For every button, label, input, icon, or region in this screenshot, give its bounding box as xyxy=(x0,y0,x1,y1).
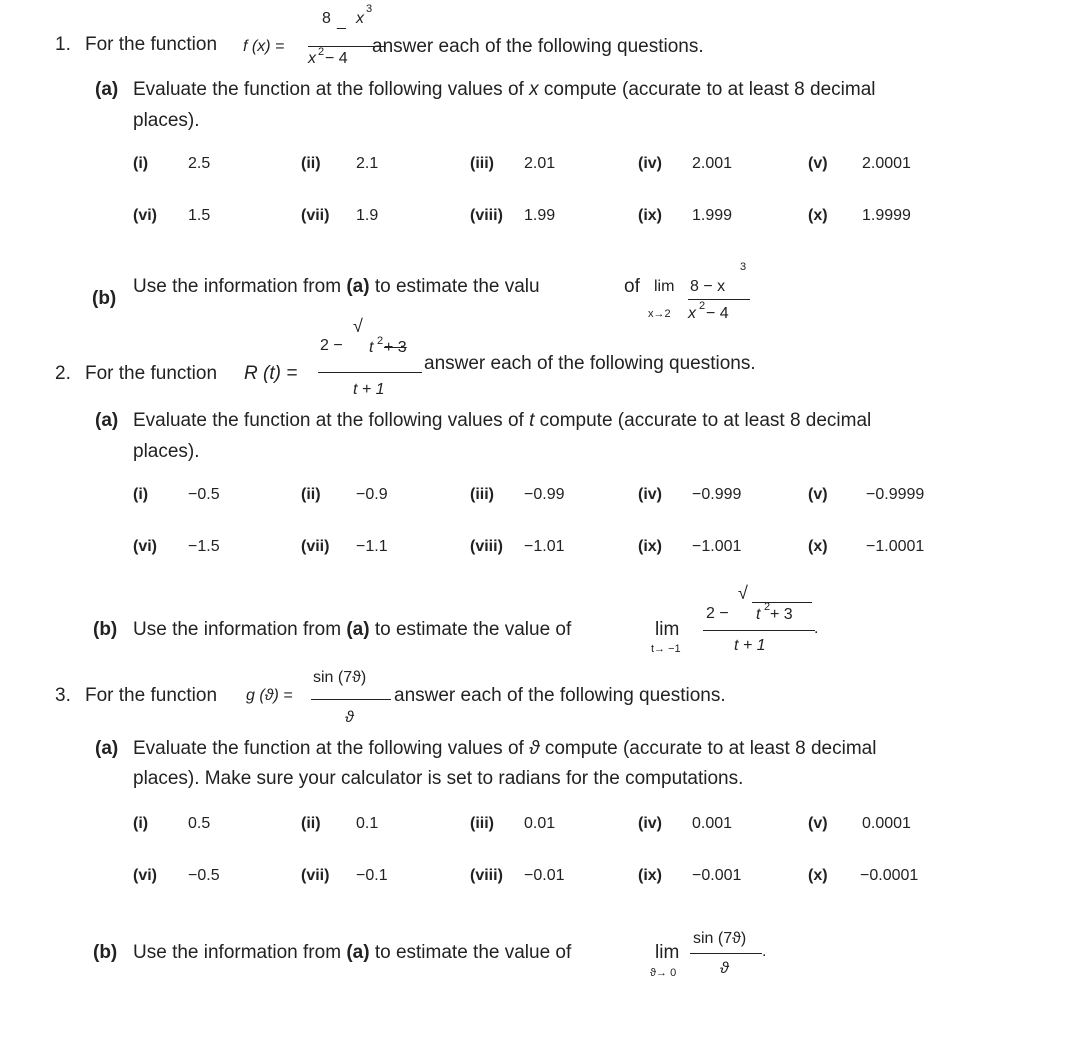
problem-intro: For the function xyxy=(85,685,218,706)
value-label: (vii) xyxy=(301,207,330,224)
value-label: (i) xyxy=(133,155,149,172)
fraction-bar xyxy=(311,699,391,700)
fraction-numerator-var: t xyxy=(369,339,374,356)
sqrt-icon: √ xyxy=(738,583,748,603)
problem-tail: answer each of the following questions. xyxy=(424,353,756,374)
fraction-bar xyxy=(703,630,815,631)
limit-end: . xyxy=(814,620,819,637)
fraction-numerator-var: x xyxy=(356,10,364,27)
value: −0.9999 xyxy=(866,486,925,503)
problem-number: 1. xyxy=(55,34,71,55)
value: 1.5 xyxy=(188,207,211,224)
value-label: (x) xyxy=(808,207,828,224)
value: 1.9 xyxy=(356,207,379,224)
part-a-text: Evaluate the function at the following values of ϑ compute (accurate to at least 8 decimal xyxy=(133,738,877,759)
value: 2.5 xyxy=(188,155,211,172)
value: 2.01 xyxy=(524,155,556,172)
part-b-label: (b) xyxy=(92,288,117,309)
exponent: 2 xyxy=(764,601,771,613)
problem-intro: For the function xyxy=(85,363,218,384)
function-lhs: g (ϑ) = xyxy=(246,687,293,704)
fraction-denominator: ϑ xyxy=(345,709,354,726)
limit-subscript: t→ −1 xyxy=(651,643,681,655)
exponent: 3 xyxy=(740,261,747,273)
exponent: 2 xyxy=(699,300,706,312)
value-label: (v) xyxy=(808,486,828,503)
limit-denominator: x xyxy=(688,305,696,322)
fraction-numerator-tail: + 3 xyxy=(384,339,407,356)
value: 0.5 xyxy=(188,815,211,832)
value: 1.999 xyxy=(692,207,733,224)
value: 2.001 xyxy=(692,155,733,172)
value: −0.1 xyxy=(356,867,388,884)
value-label: (i) xyxy=(133,815,149,832)
value: −0.999 xyxy=(692,486,742,503)
value-label: (vi) xyxy=(133,207,157,224)
value-label: (x) xyxy=(808,867,828,884)
value: 0.1 xyxy=(356,815,379,832)
value-label: (vii) xyxy=(301,538,330,555)
value: −1.5 xyxy=(188,538,220,555)
value-label: (ii) xyxy=(301,815,321,832)
value-label: (iii) xyxy=(470,155,494,172)
part-a-text: Evaluate the function at the following values of x compute (accurate to at least 8 decimal xyxy=(133,79,876,100)
limit-numerator-tail: + 3 xyxy=(770,606,793,623)
part-a-text-line2: places). xyxy=(133,441,200,462)
problem-intro: For the function xyxy=(85,34,218,55)
value: −0.9 xyxy=(356,486,388,503)
value-label: (x) xyxy=(808,538,828,555)
fraction-numerator: 8 xyxy=(322,10,331,27)
value: −1.0001 xyxy=(866,538,925,555)
limit-subscript: x→2 xyxy=(648,308,671,320)
value: −0.5 xyxy=(188,486,220,503)
part-a-label: (a) xyxy=(95,738,119,759)
value-label: (viii) xyxy=(470,207,503,224)
value-label: (iv) xyxy=(638,815,662,832)
fraction-denominator: x xyxy=(308,50,316,67)
exponent: 3 xyxy=(366,3,373,15)
value: −1.001 xyxy=(692,538,742,555)
part-a-text-line2: places). Make sure your calculator is set to radians for the computations. xyxy=(133,768,744,789)
fraction-denominator-tail: − 4 xyxy=(325,50,348,67)
value-label: (ix) xyxy=(638,538,662,555)
value-label: (vii) xyxy=(301,867,330,884)
exponent: 2 xyxy=(318,46,325,58)
value-label: (ix) xyxy=(638,867,662,884)
part-b-label: (b) xyxy=(93,942,118,963)
value: −0.01 xyxy=(524,867,565,884)
limit-denominator-tail: − 4 xyxy=(706,305,729,322)
value: −1.01 xyxy=(524,538,565,555)
exponent: 2 xyxy=(377,335,384,347)
value-label: (vi) xyxy=(133,538,157,555)
value-label: (iv) xyxy=(638,155,662,172)
value: −1.1 xyxy=(356,538,388,555)
limit-subscript: ϑ→ 0 xyxy=(650,967,677,979)
value: 2.1 xyxy=(356,155,379,172)
sqrt-icon: √ xyxy=(353,316,363,336)
sqrt-overline xyxy=(752,602,812,603)
value-label: (ix) xyxy=(638,207,662,224)
fraction-bar xyxy=(688,299,750,300)
fraction-denominator: t + 1 xyxy=(353,381,385,398)
fraction-bar xyxy=(318,372,422,373)
value-label: (ii) xyxy=(301,155,321,172)
limit-end: . xyxy=(762,943,767,960)
value-label: (iii) xyxy=(470,815,494,832)
value-label: (viii) xyxy=(470,867,503,884)
value-label: (iv) xyxy=(638,486,662,503)
part-b-label: (b) xyxy=(93,619,118,640)
value-label: (iii) xyxy=(470,486,494,503)
value: −0.0001 xyxy=(860,867,919,884)
fraction-numerator: 2 − xyxy=(320,337,343,354)
limit-numerator: 8 − x xyxy=(690,278,726,295)
problem-tail: answer each of the following questions. xyxy=(394,685,726,706)
minus-sign: _ xyxy=(337,13,346,30)
part-b-text: Use the information from (a) to estimate the value of xyxy=(133,942,572,963)
limit-operator: lim xyxy=(655,942,680,963)
value: 1.99 xyxy=(524,207,556,224)
limit-operator: lim xyxy=(654,278,675,295)
problem-tail: answer each of the following questions. xyxy=(372,36,704,57)
part-b-text: Use the information from (a) to estimate the value of xyxy=(133,619,572,640)
value: −0.001 xyxy=(692,867,742,884)
part-b-of: of xyxy=(624,276,640,297)
problem-number: 2. xyxy=(55,363,71,384)
limit-denominator: t + 1 xyxy=(734,637,766,654)
part-a-label: (a) xyxy=(95,410,119,431)
value: 1.9999 xyxy=(862,207,911,224)
value: 0.01 xyxy=(524,815,556,832)
value: −0.5 xyxy=(188,867,220,884)
limit-operator: lim xyxy=(655,619,680,640)
value-label: (v) xyxy=(808,815,828,832)
value-label: (vi) xyxy=(133,867,157,884)
part-b-text: Use the information from (a) to estimate the valu xyxy=(133,276,540,297)
fraction-numerator: sin (7ϑ) xyxy=(313,669,367,686)
part-a-label: (a) xyxy=(95,79,119,100)
part-a-text: Evaluate the function at the following values of t compute (accurate to at least 8 decimal xyxy=(133,410,872,431)
fraction-bar xyxy=(690,953,762,954)
function-lhs: f (x) = xyxy=(243,38,285,55)
value-label: (v) xyxy=(808,155,828,172)
part-a-text-line2: places). xyxy=(133,110,200,131)
problem-number: 3. xyxy=(55,685,71,706)
limit-numerator: 2 − xyxy=(706,605,729,622)
value-label: (viii) xyxy=(470,538,503,555)
limit-numerator-var: t xyxy=(756,606,761,623)
value: 0.001 xyxy=(692,815,733,832)
value: 2.0001 xyxy=(862,155,911,172)
limit-denominator: ϑ xyxy=(720,960,729,977)
function-lhs: R (t) = xyxy=(244,363,298,384)
value-label: (i) xyxy=(133,486,149,503)
value: −0.99 xyxy=(524,486,565,503)
value: 0.0001 xyxy=(862,815,911,832)
value-label: (ii) xyxy=(301,486,321,503)
limit-numerator: sin (7ϑ) xyxy=(693,930,747,947)
